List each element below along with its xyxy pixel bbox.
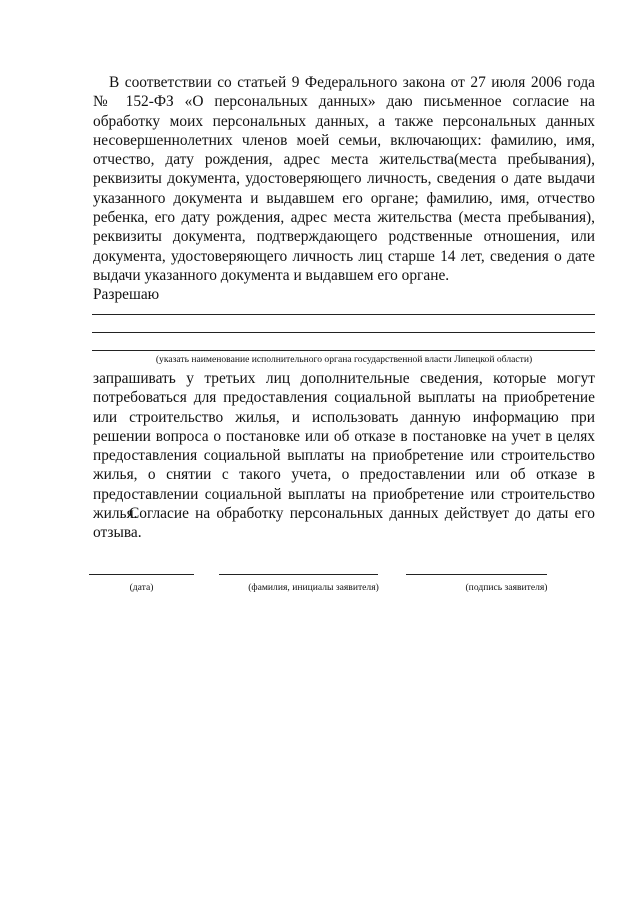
- permission-label: Разрешаю: [93, 286, 160, 303]
- validity-paragraph: Согласие на обработку персональных данных действует до даты его отзыва.: [93, 505, 595, 542]
- date-signature-line[interactable]: [89, 574, 194, 575]
- date-caption: (дата): [129, 582, 154, 593]
- signature-caption: (подпись заявителя): [465, 582, 548, 593]
- request-paragraph: запрашивать у третьих лиц дополнительные сведения, которые могут потребоваться для предоставления социальной выплаты на приобретение или строительство жилья, и использовать данную информацию при решении вопроса о постановке или об отказе в постановке на учет в целях предоставления социальной выплаты на приобретение или строительство жилья, о снятии с такого учета, о предоставлении или об отказе в предоставлении социальной выплаты на приобретение или строительство жилья.: [93, 370, 595, 523]
- authority-caption: (указать наименование исполнительного органа государственной власти Липецкой области): [155, 354, 533, 365]
- signature-line[interactable]: [406, 574, 547, 575]
- name-signature-line[interactable]: [219, 574, 378, 575]
- authority-fill-line-3[interactable]: [92, 350, 595, 351]
- authority-fill-line-2[interactable]: [92, 332, 595, 333]
- consent-paragraph: В соответствии со статьей 9 Федерального закона от 27 июля 2006 года № 152-ФЗ «О персональных данных» даю письменное согласие на обработку моих персональных данных, а также персональных данных несовершеннолетних членов моей семьи, включающих: фамилию, имя, отчество, дату рождения, адрес места жительства(места пребывания), реквизиты документа, удостоверяющего личность, сведения о дате выдачи указанного документа и выдавшем его органе; фамилию, имя, отчество ребенка, его дату рождения, адрес места жительства (места пребывания), реквизиты документа, подтверждающего родственные отношения, или документа, удостоверяющего личность лиц старше 14 лет, сведения о дате выдачи указанного документа и выдавшем его органе.: [93, 74, 595, 284]
- name-caption: (фамилия, инициалы заявителя): [248, 582, 379, 593]
- authority-fill-line-1[interactable]: [92, 314, 595, 315]
